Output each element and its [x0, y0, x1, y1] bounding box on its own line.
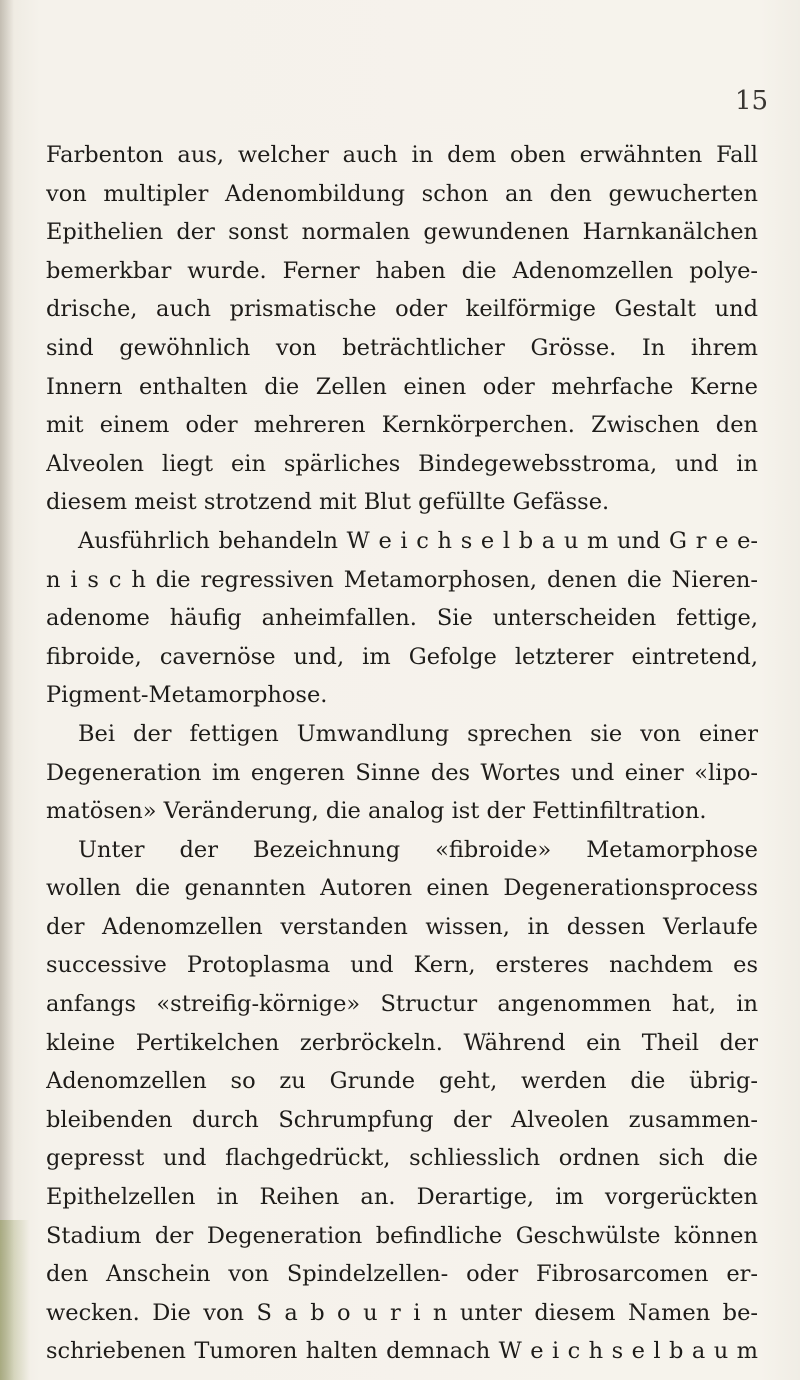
text-line: diesem meist strotzend mit Blut gefüllte Gefässe.	[46, 489, 610, 516]
text-line: gepresst und flachgedrückt, schliesslich ordnen sich die	[46, 1145, 758, 1172]
text-line: der Adenomzellen verstanden wissen, in dessen Verlaufe	[46, 913, 758, 940]
text-line: schriebenen Tumoren halten demnach W e i c h s e l b a u m	[46, 1338, 758, 1365]
text-line: Degeneration im engeren Sinne des Wortes und einer «lipo-	[46, 759, 758, 786]
text-line: successive Protoplasma und Kern, ersteres nachdem es	[46, 952, 758, 979]
text-line: bleibenden durch Schrumpfung der Alveolen zusammen-	[46, 1106, 758, 1133]
text-line: wecken. Die von S a b o u r i n unter diesem Namen be-	[46, 1299, 758, 1326]
text-line: Unter der Bezeichnung «fibroide» Metamorphose	[78, 836, 758, 863]
text-line: sind gewöhnlich von beträchtlicher Grösse. In ihrem	[46, 334, 758, 361]
text-line: mit einem oder mehreren Kernkörperchen. Zwischen den	[46, 412, 758, 439]
text-line: n i s c h die regressiven Metamorphosen, denen die Nieren-	[46, 566, 758, 593]
text-line: Ausführlich behandeln W e i c h s e l b a u m und G r e e-	[78, 527, 758, 554]
text-line: matösen» Veränderung, die analog ist der Fettinfiltration.	[46, 798, 707, 825]
text-line: Bei der fettigen Umwandlung sprechen sie von einer	[78, 720, 758, 747]
text-line: anfangs «streifig-körnige» Structur angenommen hat, in	[46, 991, 758, 1018]
text-line: kleine Pertikelchen zerbröckeln. Während ein Theil der	[46, 1029, 758, 1056]
text-line: Pigment-Metamorphose.	[46, 682, 328, 709]
page-number: 15	[735, 86, 769, 116]
text-line: bemerkbar wurde. Ferner haben die Adenomzellen polye-	[46, 257, 758, 284]
text-line: adenome häufig anheimfallen. Sie unterscheiden fettige,	[46, 605, 758, 632]
text-line: Innern enthalten die Zellen einen oder mehrfache Kerne	[46, 373, 758, 400]
text-line: von multipler Adenombildung schon an den gewucherten	[46, 180, 758, 207]
text-line: Epithelien der sonst normalen gewundenen Harnkanälchen	[46, 219, 758, 246]
text-line: Farbenton aus, welcher auch in dem oben erwähnten Fall	[46, 142, 758, 168]
text-line: Epithelzellen in Reihen an. Derartige, im vorgerückten	[46, 1184, 758, 1211]
text-line: drische, auch prismatische oder keilförmige Gestalt und	[46, 296, 758, 323]
body-text	[46, 136, 758, 1371]
text-line: den Anschein von Spindelzellen- oder Fibrosarcomen er-	[46, 1261, 758, 1288]
text-line: Adenomzellen so zu Grunde geht, werden die übrig-	[46, 1068, 758, 1095]
text-line: fibroide, cavernöse und, im Gefolge letzterer eintretend,	[46, 643, 758, 670]
text-line: wollen die genannten Autoren einen Degenerationsprocess	[46, 875, 758, 902]
text-line: Alveolen liegt ein spärliches Bindegewebsstroma, und in	[46, 450, 758, 477]
text-line: Stadium der Degeneration befindliche Geschwülste können	[46, 1222, 758, 1249]
page-edge-stain	[0, 1220, 30, 1380]
spine-shadow	[0, 0, 14, 1380]
